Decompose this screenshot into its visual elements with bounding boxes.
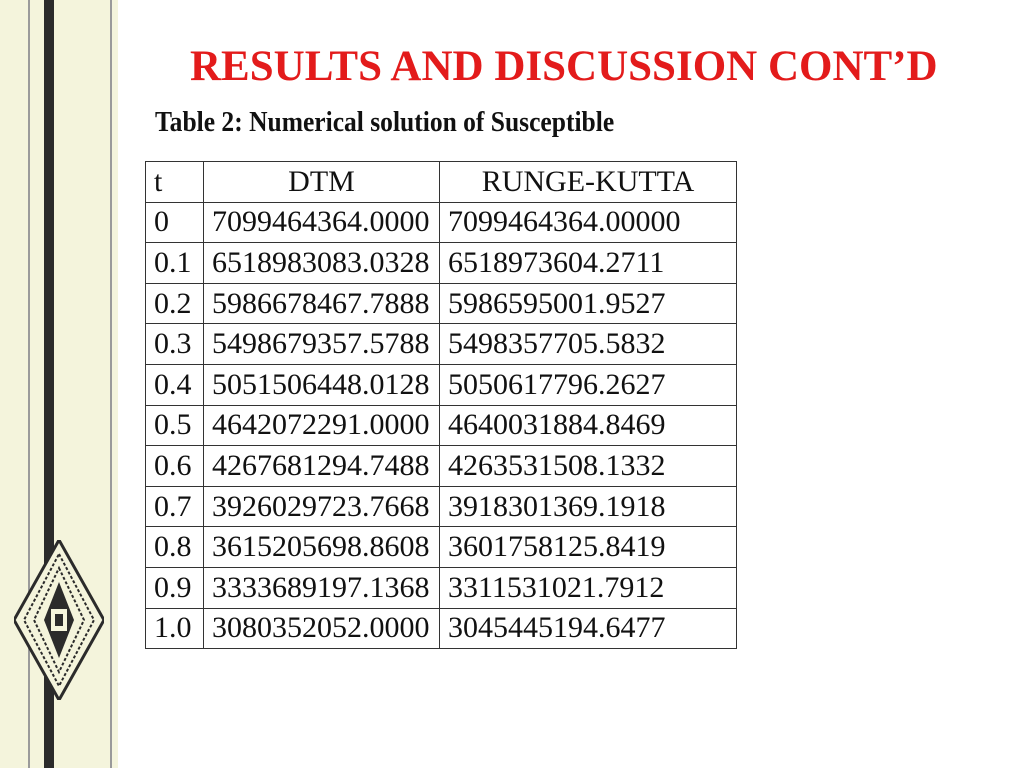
table-row bbox=[146, 608, 737, 649]
header-runge-kutta: RUNGE-KUTTA bbox=[440, 162, 737, 203]
cell-runge-kutta: 6518973604.2711 bbox=[440, 243, 737, 284]
cell-dtm: 5986678467.7888 bbox=[204, 283, 440, 324]
cell-t: 1.0 bbox=[146, 608, 204, 649]
cell-dtm: 3615205698.8608 bbox=[204, 527, 440, 568]
cell-t: 0 bbox=[146, 202, 204, 243]
cell-runge-kutta: 3601758125.8419 bbox=[440, 527, 737, 568]
cell-runge-kutta: 3045445194.6477 bbox=[440, 608, 737, 649]
cell-t: 0.6 bbox=[146, 446, 204, 487]
cell-runge-kutta: 4640031884.8469 bbox=[440, 405, 737, 446]
cell-t: 0.9 bbox=[146, 567, 204, 608]
cell-t: 0.1 bbox=[146, 243, 204, 284]
table-row bbox=[146, 202, 737, 243]
cell-dtm: 3333689197.1368 bbox=[204, 567, 440, 608]
table-row bbox=[146, 283, 737, 324]
cell-dtm: 5498679357.5788 bbox=[204, 324, 440, 365]
cell-dtm: 3080352052.0000 bbox=[204, 608, 440, 649]
cell-dtm: 4642072291.0000 bbox=[204, 405, 440, 446]
cell-runge-kutta: 5986595001.9527 bbox=[440, 283, 737, 324]
cell-runge-kutta: 3918301369.1918 bbox=[440, 486, 737, 527]
header-t: t bbox=[146, 162, 204, 203]
cell-t: 0.4 bbox=[146, 364, 204, 405]
cell-dtm: 7099464364.0000 bbox=[204, 202, 440, 243]
header-dtm: DTM bbox=[204, 162, 440, 203]
cell-runge-kutta: 4263531508.1332 bbox=[440, 446, 737, 487]
cell-runge-kutta: 5050617796.2627 bbox=[440, 364, 737, 405]
table-row bbox=[146, 364, 737, 405]
cell-t: 0.5 bbox=[146, 405, 204, 446]
results-table bbox=[145, 161, 737, 649]
table-row bbox=[146, 567, 737, 608]
cell-dtm: 5051506448.0128 bbox=[204, 364, 440, 405]
table-header-row bbox=[146, 162, 737, 203]
decorative-sidebar bbox=[0, 0, 118, 768]
table-row bbox=[146, 446, 737, 487]
cell-t: 0.7 bbox=[146, 486, 204, 527]
cell-t: 0.2 bbox=[146, 283, 204, 324]
cell-dtm: 6518983083.0328 bbox=[204, 243, 440, 284]
table-row bbox=[146, 243, 737, 284]
table-row bbox=[146, 324, 737, 365]
slide-title: RESULTS AND DISCUSSION CONT’D bbox=[190, 43, 938, 90]
diamond-ornament-icon bbox=[14, 540, 104, 700]
table-row bbox=[146, 527, 737, 568]
cell-t: 0.3 bbox=[146, 324, 204, 365]
sidebar-edge-line bbox=[110, 0, 112, 768]
table-row bbox=[146, 405, 737, 446]
cell-dtm: 3926029723.7668 bbox=[204, 486, 440, 527]
cell-runge-kutta: 5498357705.5832 bbox=[440, 324, 737, 365]
table-row bbox=[146, 486, 737, 527]
cell-dtm: 4267681294.7488 bbox=[204, 446, 440, 487]
cell-runge-kutta: 7099464364.00000 bbox=[440, 202, 737, 243]
table-caption: Table 2: Numerical solution of Susceptible bbox=[155, 106, 615, 138]
cell-t: 0.8 bbox=[146, 527, 204, 568]
cell-runge-kutta: 3311531021.7912 bbox=[440, 567, 737, 608]
